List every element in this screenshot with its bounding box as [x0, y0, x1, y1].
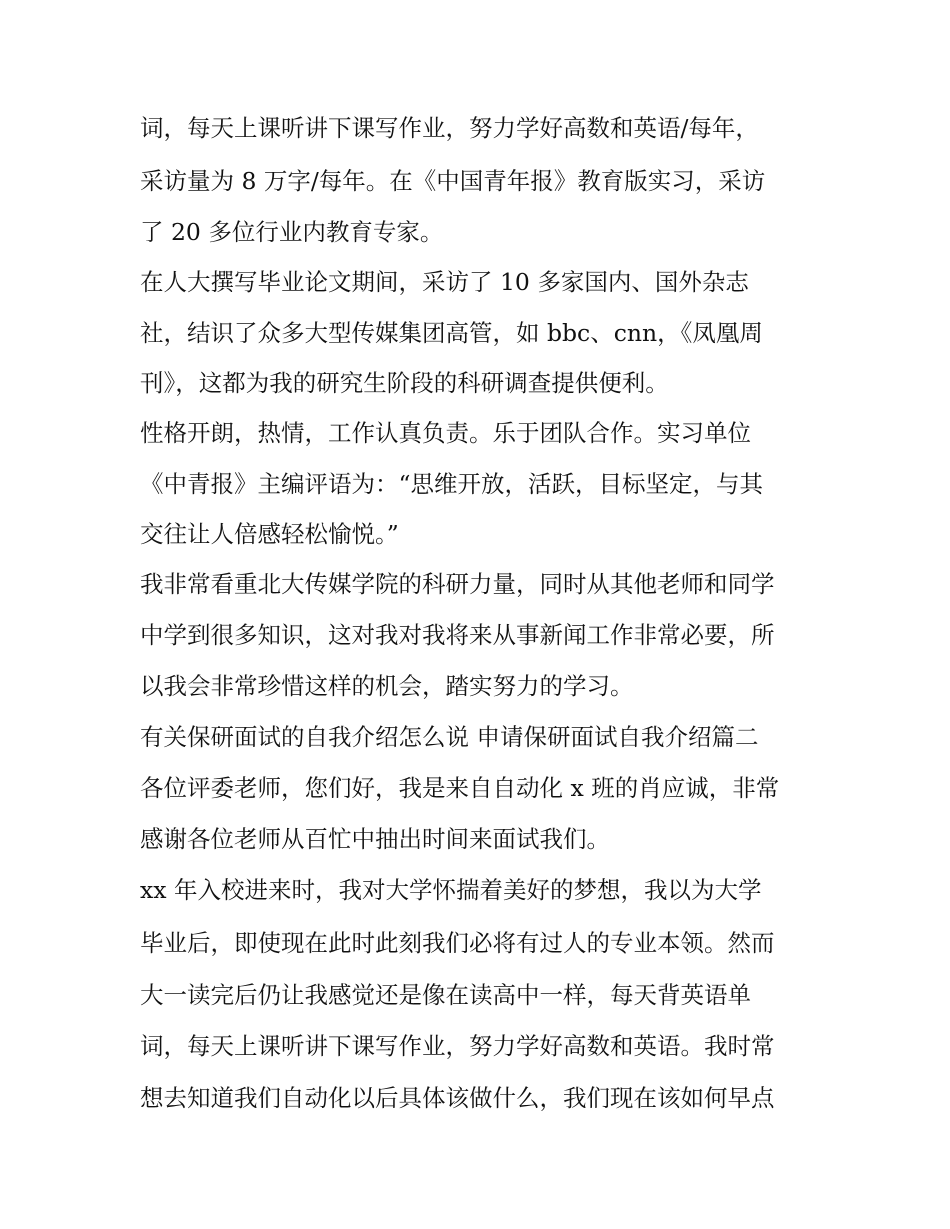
text-line: 《中青报》主编评语为：“思维开放，活跃，目标坚定，与其	[140, 470, 764, 498]
text-line: 采访量为 8 万字/每年。在《中国青年报》教育版实习，采访	[140, 167, 766, 195]
text-line: 交往让人倍感轻松愉悦。”	[140, 520, 399, 548]
text-line: 大一读完后仍让我感觉还是像在读高中一样，每天背英语单	[140, 981, 751, 1009]
text-line: 我非常看重北大传媒学院的科研力量，同时从其他老师和同学	[140, 570, 775, 598]
text-line: 中学到很多知识，这对我对我将来从事新闻工作非常必要，所	[140, 621, 775, 649]
text-line: 词，每天上课听讲下课写作业，努力学好高数和英语。我时常	[140, 1032, 775, 1060]
text-line: 了 20 多位行业内教育专家。	[140, 218, 444, 246]
text-line: 社，结识了众多大型传媒集团高管，如 bbc、cnn，《凤凰周	[140, 319, 763, 347]
text-line: 感谢各位老师从百忙中抽出时间来面试我们。	[140, 825, 610, 853]
text-line: 想去知道我们自动化以后具体该做什么，我们现在该如何早点	[140, 1084, 775, 1112]
text-line: 各位评委老师，您们好，我是来自自动化 x 班的肖应诚，非常	[140, 774, 780, 802]
text-line: 毕业后，即使现在此时此刻我们必将有过人的专业本领。然而	[140, 929, 775, 957]
text-line: 以我会非常珍惜这样的机会，踏实努力的学习。	[140, 672, 634, 700]
section-heading: 有关保研面试的自我介绍怎么说 申请保研面试自我介绍篇二	[140, 723, 759, 751]
text-line: 词，每天上课听讲下课写作业，努力学好高数和英语/每年，	[140, 114, 759, 142]
text-line: xx 年入校进来时，我对大学怀揣着美好的梦想，我以为大学	[140, 876, 762, 904]
text-line: 性格开朗，热情，工作认真负责。乐于团队合作。实习单位	[140, 419, 751, 447]
text-line: 刊》，这都为我的研究生阶段的科研调查提供便利。	[140, 369, 669, 397]
text-line: 在人大撰写毕业论文期间，采访了 10 多家国内、国外杂志	[140, 268, 749, 296]
